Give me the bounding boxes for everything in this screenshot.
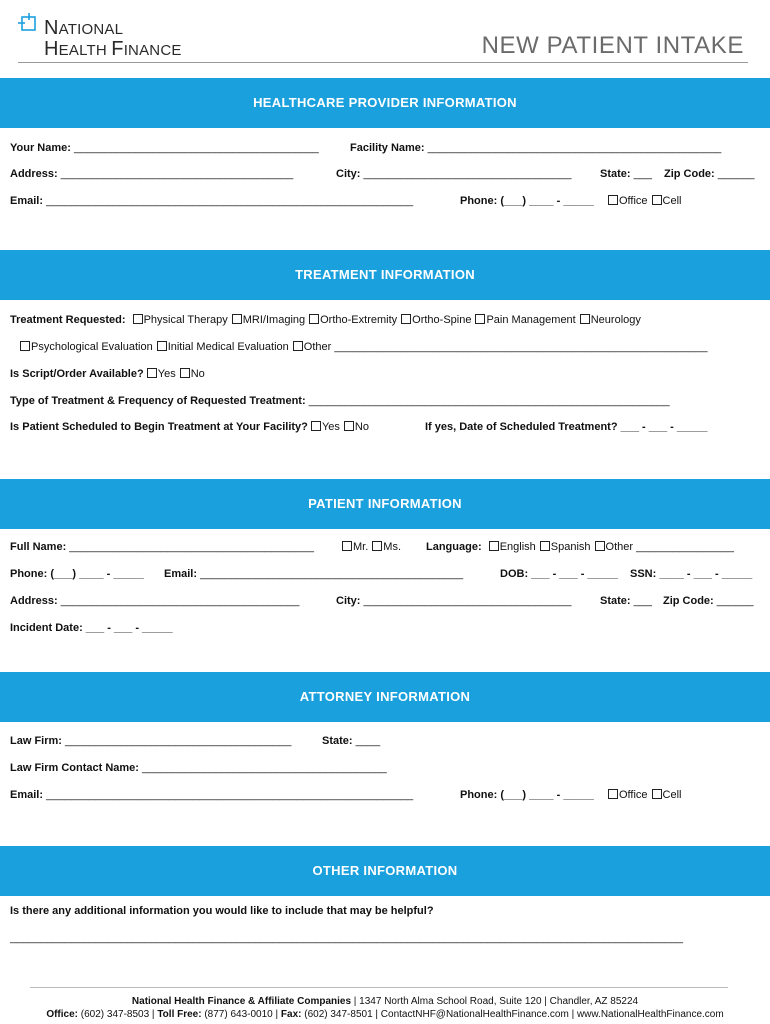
provider-zip-field[interactable]: Zip Code: ______	[664, 168, 755, 180]
initial-medical-evaluation-checkbox[interactable]	[157, 341, 167, 351]
patient-zip-field[interactable]: Zip Code: ______	[663, 595, 754, 607]
english-checkbox[interactable]	[489, 541, 499, 551]
neurology-checkbox[interactable]	[580, 314, 590, 324]
section-header-other: OTHER INFORMATION	[0, 846, 770, 896]
law-firm-field[interactable]: Law Firm: _____________________________________	[10, 735, 292, 747]
patient-ssn-field[interactable]: SSN: ____ - ___ - _____	[630, 568, 753, 580]
ms-checkbox[interactable]	[372, 541, 382, 551]
attorney-state-field[interactable]: State: ____	[322, 735, 381, 747]
attorney-email-field[interactable]: Email: ____________________________________________________________	[10, 789, 414, 801]
attorney-phone-field[interactable]: Phone: (___) ____ - _____	[460, 789, 594, 801]
provider-address-field[interactable]: Address: ______________________________________	[10, 168, 294, 180]
attorney-cell-checkbox[interactable]	[652, 789, 662, 799]
provider-facility-field[interactable]: Facility Name: ________________________________________________	[350, 142, 722, 154]
script-available-row[interactable]: Is Script/Order Available? Yes No	[10, 368, 205, 380]
pain-management-checkbox[interactable]	[475, 314, 485, 324]
scheduled-row[interactable]: Is Patient Scheduled to Begin Treatment at Your Facility? Yes No	[10, 421, 369, 433]
scheduled-no-checkbox[interactable]	[344, 421, 354, 431]
patient-phone-field[interactable]: Phone: (___) ____ - _____	[10, 568, 144, 580]
provider-phone-field[interactable]: Phone: (___) ____ - _____	[460, 195, 594, 207]
additional-info-line[interactable]: ______________________________________________________________________________________________________________	[10, 932, 683, 944]
treatment-requested-row-2[interactable]: Psychological Evaluation Initial Medical Evaluation Other _____________________________________________________________	[20, 341, 708, 354]
title-divider	[18, 62, 748, 63]
company-logo	[18, 12, 218, 60]
section-header-attorney: ATTORNEY INFORMATION	[0, 672, 770, 722]
scheduled-yes-checkbox[interactable]	[311, 421, 321, 431]
law-firm-contact-field[interactable]: Law Firm Contact Name: ________________________________________	[10, 762, 387, 774]
patient-title-options[interactable]: Mr. Ms.	[342, 541, 401, 554]
attorney-office-checkbox[interactable]	[608, 789, 618, 799]
logo-line-1: NATIONAL	[44, 17, 124, 39]
other-language-checkbox[interactable]	[595, 541, 605, 551]
patient-email-field[interactable]: Email: ___________________________________________	[164, 568, 464, 580]
spanish-checkbox[interactable]	[540, 541, 550, 551]
patient-dob-field[interactable]: DOB: ___ - ___ - _____	[500, 568, 619, 580]
logo-line-2: HEALTH FINANCE	[44, 38, 182, 60]
provider-city-field[interactable]: City: __________________________________	[336, 168, 572, 180]
patient-city-field[interactable]: City: __________________________________	[336, 595, 572, 607]
provider-name-field[interactable]: Your Name: ________________________________________	[10, 142, 319, 154]
patient-fullname-field[interactable]: Full Name: ________________________________________	[10, 541, 315, 553]
mri-imaging-checkbox[interactable]	[232, 314, 242, 324]
section-header-patient: PATIENT INFORMATION	[0, 479, 770, 529]
physical-therapy-checkbox[interactable]	[133, 314, 143, 324]
treatment-type-field[interactable]: Type of Treatment & Frequency of Requested Treatment: ___________________________________________________________	[10, 395, 670, 407]
provider-phone-type[interactable]: Office Cell	[608, 195, 681, 208]
script-no-checkbox[interactable]	[180, 368, 190, 378]
logo-mark-icon	[18, 12, 40, 34]
patient-state-field[interactable]: State: ___	[600, 595, 652, 607]
ortho-extremity-checkbox[interactable]	[309, 314, 319, 324]
page-title: NEW PATIENT INTAKE	[481, 32, 744, 59]
footer-address-line: National Health Finance & Affiliate Companies | 1347 North Alma School Road, Suite 120 | Chandler, AZ 85224	[131, 996, 639, 1007]
section-header-treatment: TREATMENT INFORMATION	[0, 250, 770, 300]
provider-state-field[interactable]: State: ___	[600, 168, 652, 180]
mr-checkbox[interactable]	[342, 541, 352, 551]
footer-divider	[30, 987, 728, 988]
psychological-evaluation-checkbox[interactable]	[20, 341, 30, 351]
patient-language-row[interactable]: Language: English Spanish Other ________________	[426, 541, 734, 553]
attorney-phone-type[interactable]: Office Cell	[608, 789, 681, 802]
script-yes-checkbox[interactable]	[147, 368, 157, 378]
treatment-requested-row[interactable]: Treatment Requested: Physical Therapy MRI/Imaging Ortho-Extremity Ortho-Spine Pain Management Neurology	[10, 314, 641, 326]
ortho-spine-checkbox[interactable]	[401, 314, 411, 324]
incident-date-field[interactable]: Incident Date: ___ - ___ - _____	[10, 622, 173, 634]
additional-info-question: Is there any additional information you would like to include that may be helpful?	[10, 905, 434, 917]
footer-contact-line: Office: (602) 347-8503 | Toll Free: (877) 643-0010 | Fax: (602) 347-8501 | ContactNHF@NationalHealthFinance.com | www.NationalHealthFinance.com	[46, 1009, 724, 1020]
provider-email-field[interactable]: Email: ____________________________________________________________	[10, 195, 414, 207]
patient-address-field[interactable]: Address: _______________________________________	[10, 595, 300, 607]
office-checkbox[interactable]	[608, 195, 618, 205]
cell-checkbox[interactable]	[652, 195, 662, 205]
scheduled-date-field[interactable]: If yes, Date of Scheduled Treatment? ___ - ___ - _____	[425, 421, 708, 433]
other-treatment-checkbox[interactable]	[293, 341, 303, 351]
section-header-provider: HEALTHCARE PROVIDER INFORMATION	[0, 78, 770, 128]
